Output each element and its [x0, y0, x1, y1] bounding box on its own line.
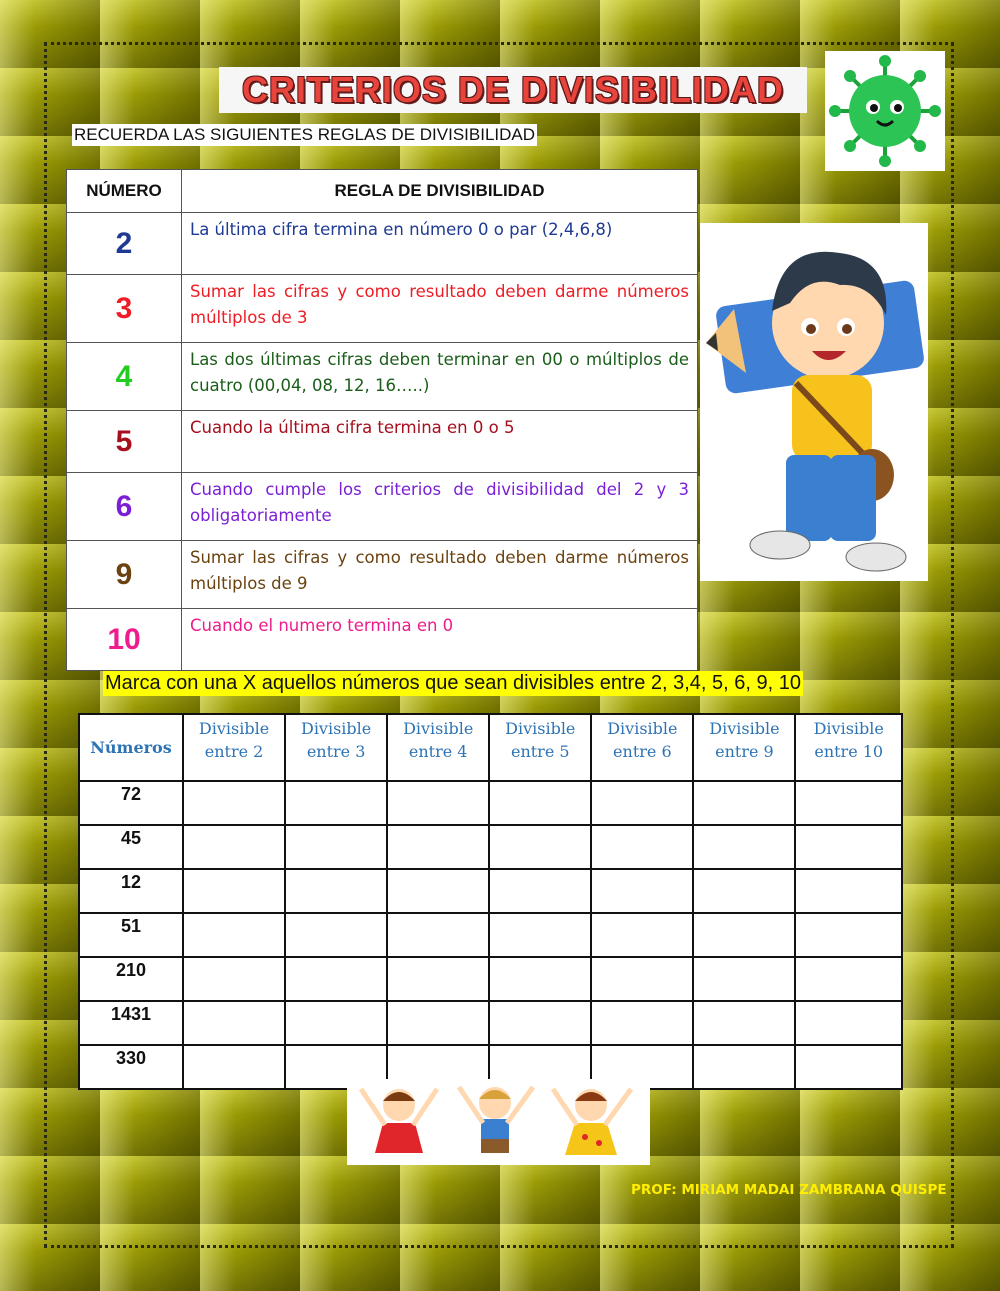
check-cell[interactable] [183, 957, 285, 1001]
rule-row [67, 213, 698, 275]
number-cell: 45 [79, 825, 183, 869]
check-cell[interactable] [387, 913, 489, 957]
rule-number: 3 [67, 275, 182, 343]
number-cell: 330 [79, 1045, 183, 1089]
rule-row [67, 343, 698, 411]
rule-row [67, 411, 698, 473]
check-cell[interactable] [285, 869, 387, 913]
check-cell[interactable] [183, 1045, 285, 1089]
check-cell[interactable] [285, 1001, 387, 1045]
table-row [79, 781, 902, 825]
title-banner [219, 67, 807, 113]
rule-text: Sumar las cifras y como resultado deben darme números múltiplos de 3 [182, 275, 698, 343]
rule-text: Cuando cumple los criterios de divisibilidad del 2 y 3 obligatoriamente [182, 473, 698, 541]
check-cell[interactable] [795, 781, 902, 825]
check-cell[interactable] [591, 869, 693, 913]
header-divisible-5: Divisible entre 5 [489, 714, 591, 781]
check-cell[interactable] [489, 825, 591, 869]
rule-text: La última cifra termina en número 0 o par (2,4,6,8) [182, 213, 698, 275]
table-row [79, 869, 902, 913]
check-cell[interactable] [387, 957, 489, 1001]
rule-number: 2 [67, 213, 182, 275]
number-cell: 51 [79, 913, 183, 957]
check-cell[interactable] [489, 957, 591, 1001]
check-cell[interactable] [285, 957, 387, 1001]
rule-text: Las dos últimas cifras deben terminar en 00 o múltiplos de cuatro (00,04, 08, 12, 16…..) [182, 343, 698, 411]
header-divisible-6: Divisible entre 6 [591, 714, 693, 781]
check-cell[interactable] [591, 1001, 693, 1045]
kids-illustration [347, 1079, 650, 1165]
rule-text: Cuando la última cifra termina en 0 o 5 [182, 411, 698, 473]
rule-number: 4 [67, 343, 182, 411]
number-cell: 12 [79, 869, 183, 913]
rule-text: Sumar las cifras y como resultado deben darme números múltiplos de 9 [182, 541, 698, 609]
header-divisible-9: Divisible entre 9 [693, 714, 795, 781]
check-cell[interactable] [795, 913, 902, 957]
check-cell[interactable] [591, 781, 693, 825]
check-cell[interactable] [591, 913, 693, 957]
check-cell[interactable] [183, 781, 285, 825]
check-cell[interactable] [795, 869, 902, 913]
rule-number: 9 [67, 541, 182, 609]
check-cell[interactable] [387, 825, 489, 869]
page-title: CRITERIOS DE DIVISIBILIDAD [241, 69, 785, 110]
rule-row [67, 473, 698, 541]
check-cell[interactable] [693, 957, 795, 1001]
check-cell[interactable] [183, 913, 285, 957]
table-row [79, 825, 902, 869]
check-cell[interactable] [387, 781, 489, 825]
rule-row [67, 541, 698, 609]
rules-table [66, 169, 698, 671]
check-cell[interactable] [795, 957, 902, 1001]
check-cell[interactable] [489, 1001, 591, 1045]
check-cell[interactable] [285, 781, 387, 825]
check-cell[interactable] [693, 1045, 795, 1089]
header-numero: NÚMERO [67, 170, 182, 213]
check-cell[interactable] [693, 825, 795, 869]
check-cell[interactable] [795, 1045, 902, 1089]
check-cell[interactable] [387, 869, 489, 913]
check-cell[interactable] [285, 913, 387, 957]
virus-icon [825, 51, 945, 171]
check-cell[interactable] [795, 1001, 902, 1045]
check-cell[interactable] [183, 825, 285, 869]
header-numeros: Números [79, 714, 183, 781]
check-cell[interactable] [183, 869, 285, 913]
number-cell: 72 [79, 781, 183, 825]
rules-header-row [67, 170, 698, 213]
rule-row [67, 609, 698, 671]
teacher-credit: PROF: MIRIAM MADAI ZAMBRANA QUISPE [631, 1182, 947, 1198]
header-divisible-3: Divisible entre 3 [285, 714, 387, 781]
check-cell[interactable] [693, 1001, 795, 1045]
check-cell[interactable] [489, 913, 591, 957]
check-cell[interactable] [285, 825, 387, 869]
number-cell: 210 [79, 957, 183, 1001]
check-cell[interactable] [489, 781, 591, 825]
subtitle: RECUERDA LAS SIGUIENTES REGLAS DE DIVISIBILIDAD [74, 125, 536, 144]
exercise-table [78, 713, 903, 1090]
table-row [79, 957, 902, 1001]
check-cell[interactable] [693, 781, 795, 825]
instruction-text: Marca con una X aquellos números que sean divisibles entre 2, 3,4, 5, 6, 9, 10 [105, 672, 801, 694]
table-row [79, 913, 902, 957]
rule-number: 6 [67, 473, 182, 541]
header-regla: REGLA DE DIVISIBILIDAD [182, 170, 698, 213]
header-divisible-2: Divisible entre 2 [183, 714, 285, 781]
rule-number: 5 [67, 411, 182, 473]
header-divisible-4: Divisible entre 4 [387, 714, 489, 781]
check-cell[interactable] [795, 825, 902, 869]
check-cell[interactable] [489, 869, 591, 913]
check-cell[interactable] [387, 1001, 489, 1045]
check-cell[interactable] [693, 869, 795, 913]
check-cell[interactable] [591, 957, 693, 1001]
table-row [79, 1001, 902, 1045]
check-cell[interactable] [693, 913, 795, 957]
rule-number: 10 [67, 609, 182, 671]
rule-text: Cuando el numero termina en 0 [182, 609, 698, 671]
boy-with-pencil-illustration [700, 223, 928, 581]
number-cell: 1431 [79, 1001, 183, 1045]
check-cell[interactable] [591, 825, 693, 869]
rule-row [67, 275, 698, 343]
check-cell[interactable] [183, 1001, 285, 1045]
exercise-header-row [79, 714, 902, 781]
header-divisible-10: Divisible entre 10 [795, 714, 902, 781]
